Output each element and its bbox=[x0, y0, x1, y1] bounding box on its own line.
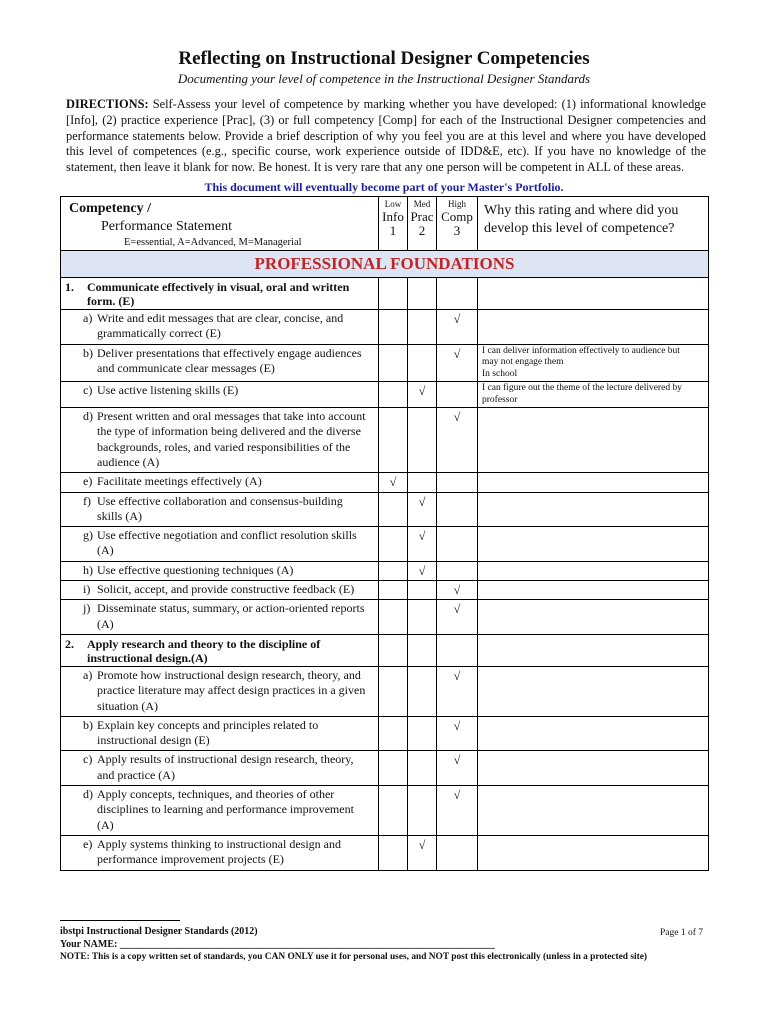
rating-comment[interactable] bbox=[478, 666, 709, 716]
competency-title: Apply research and theory to the discipline of bbox=[87, 636, 321, 651]
performance-statement bbox=[61, 786, 379, 836]
performance-row bbox=[61, 527, 709, 562]
statement-text: (A) bbox=[97, 543, 114, 558]
performance-row bbox=[61, 382, 709, 408]
statement-line bbox=[83, 509, 374, 524]
statement-text: Apply results of instructional design research, theory, bbox=[97, 752, 354, 767]
statement-line bbox=[83, 617, 374, 632]
directions-text: Self-Assess your level of competence by marking whether you have developed: (1) informational knowledge [Info], (2) practice experience [Prac], (3) or full competency [Comp] for each of the Instructional Designer competencies and performance statements below. Provide a brief description of why you feel you are at this level and where you have developed this level of competences (e.g., specific course, work experience outside of IDD&E, etc). If you have no knowledge of the statement, then leave it blank for now. Be honest. It is very rare that any one person will be competent in ALL of these areas. bbox=[66, 97, 706, 175]
statement-line bbox=[83, 311, 374, 326]
rating-comment[interactable] bbox=[478, 835, 709, 870]
statement-line bbox=[83, 837, 374, 852]
statement-text: Facilitate meetings effectively (A) bbox=[97, 474, 262, 489]
page-title: Reflecting on Instructional Designer Competencies bbox=[178, 48, 590, 69]
rating-cell-2[interactable] bbox=[408, 344, 437, 382]
level-number: 3 bbox=[453, 223, 461, 238]
item-label bbox=[83, 440, 97, 455]
rating-cell-1[interactable] bbox=[379, 835, 408, 870]
statement-line bbox=[83, 361, 374, 376]
footer-rule bbox=[60, 920, 180, 921]
rating-cell-3[interactable] bbox=[437, 382, 478, 408]
item-label: a) bbox=[83, 311, 93, 325]
portfolio-note: This document will eventually become part of your Master's Portfolio. bbox=[204, 180, 564, 194]
check-mark-icon: √ bbox=[453, 718, 461, 733]
statement-line bbox=[83, 409, 374, 424]
rating-cell-1[interactable] bbox=[379, 581, 408, 600]
rating-cell-3[interactable] bbox=[437, 344, 478, 382]
check-mark-icon: √ bbox=[453, 788, 461, 803]
statement-text: Apply concepts, techniques, and theories of other bbox=[97, 787, 335, 802]
statement-line bbox=[83, 474, 374, 489]
name-line: Your NAME: ___________________________________________________________________________ bbox=[60, 939, 495, 950]
item-label: a) bbox=[83, 667, 93, 682]
check-mark-icon: √ bbox=[418, 529, 426, 544]
rating-cell-1[interactable] bbox=[379, 492, 408, 527]
statement-line bbox=[83, 383, 374, 398]
comment-line: may not engage them bbox=[482, 357, 564, 368]
empty-cell bbox=[379, 278, 408, 310]
rating-cell-2[interactable] bbox=[408, 786, 437, 836]
statement-text: and communicate clear messages (E) bbox=[97, 360, 275, 375]
item-label bbox=[83, 818, 97, 833]
competency-title-cell bbox=[61, 278, 379, 310]
directions-paragraph bbox=[66, 97, 706, 176]
statement-text: Use effective questioning techniques (A) bbox=[97, 562, 294, 577]
comment-line: I can figure out the theme of the lecture delivered by bbox=[482, 383, 682, 394]
indent-spacer bbox=[65, 294, 87, 308]
page-number: Page 1 of 7 bbox=[660, 928, 704, 938]
statement-text: performance improvement projects (E) bbox=[97, 852, 284, 867]
item-label bbox=[83, 768, 97, 783]
rating-cell-3[interactable] bbox=[437, 310, 478, 345]
empty-cell bbox=[408, 634, 437, 666]
item-label: c) bbox=[83, 752, 93, 767]
statement-text: Explain key concepts and principles related to bbox=[97, 717, 319, 732]
item-label: h) bbox=[83, 562, 93, 577]
performance-row bbox=[61, 835, 709, 870]
competency-title-line bbox=[65, 651, 374, 665]
comment-line: professor bbox=[482, 394, 518, 405]
statement-text: and practice (A) bbox=[97, 767, 175, 782]
statement-line bbox=[83, 668, 374, 683]
performance-row bbox=[61, 786, 709, 836]
item-label: g) bbox=[83, 528, 93, 543]
item-label: e) bbox=[83, 836, 93, 851]
performance-row bbox=[61, 344, 709, 382]
rating-comment[interactable] bbox=[478, 344, 709, 382]
statement-text: (A) bbox=[97, 817, 114, 832]
page-subtitle: Documenting your level of competence in the Instructional Designer Standards bbox=[177, 71, 591, 86]
level-name: Info bbox=[382, 209, 404, 224]
competency-number: 2. bbox=[65, 636, 74, 651]
rating-comment[interactable] bbox=[478, 786, 709, 836]
check-mark-icon: √ bbox=[453, 410, 461, 425]
check-mark-icon: √ bbox=[453, 346, 461, 361]
performance-statement bbox=[61, 600, 379, 635]
statement-text: backgrounds, roles, and varied responsibilities of the bbox=[97, 439, 351, 454]
rating-cell-3[interactable] bbox=[437, 408, 478, 473]
check-mark-icon: √ bbox=[389, 475, 397, 490]
statement-line bbox=[83, 424, 374, 439]
statement-line bbox=[83, 326, 374, 341]
competency-table bbox=[60, 196, 709, 871]
table-header-row bbox=[61, 197, 709, 251]
performance-row bbox=[61, 581, 709, 600]
statement-line bbox=[83, 818, 374, 833]
rating-cell-1[interactable] bbox=[379, 716, 408, 751]
statement-text: Solicit, accept, and provide constructive feedback (E) bbox=[97, 582, 355, 597]
statement-text: Use effective collaboration and consensus-building bbox=[97, 493, 343, 508]
performance-statement bbox=[61, 527, 379, 562]
item-label: i) bbox=[83, 582, 91, 597]
level-number: 2 bbox=[418, 223, 426, 238]
performance-statement bbox=[61, 561, 379, 580]
competency-row bbox=[61, 634, 709, 666]
copyright-note: NOTE: This is a copy written set of standards, you CAN ONLY use it for personal uses, and NOT post this electronically (unless in a protected site) bbox=[60, 952, 648, 962]
statement-line bbox=[83, 528, 374, 543]
rating-cell-1[interactable] bbox=[379, 751, 408, 786]
statement-text: audience (A) bbox=[97, 454, 160, 469]
performance-statement bbox=[61, 492, 379, 527]
statement-line bbox=[83, 752, 374, 767]
rating-cell-1[interactable] bbox=[379, 786, 408, 836]
rating-cell-3[interactable] bbox=[437, 716, 478, 751]
rating-legend: E=essential, A=Advanced, M=Managerial bbox=[124, 237, 302, 248]
statement-line bbox=[83, 699, 374, 714]
item-label bbox=[83, 543, 97, 558]
rating-cell-2[interactable] bbox=[408, 600, 437, 635]
check-mark-icon: √ bbox=[418, 837, 426, 852]
comment-line: In school bbox=[482, 368, 518, 379]
statement-text: (A) bbox=[97, 616, 114, 631]
statement-line bbox=[83, 683, 374, 698]
competency-title-line bbox=[65, 294, 374, 308]
competency-title-line bbox=[65, 637, 374, 651]
competency-title-cont: form. (E) bbox=[87, 294, 135, 308]
performance-statement bbox=[61, 751, 379, 786]
empty-cell bbox=[478, 634, 709, 666]
rating-cell-2[interactable] bbox=[408, 561, 437, 580]
item-label bbox=[83, 361, 97, 376]
section-row bbox=[61, 251, 709, 278]
competency-title: Communicate effectively in visual, oral and written bbox=[87, 280, 350, 294]
item-label bbox=[83, 733, 97, 748]
item-label bbox=[83, 617, 97, 632]
statement-text: Promote how instructional design research, theory, and bbox=[97, 667, 361, 682]
rating-cell-3[interactable] bbox=[437, 835, 478, 870]
rating-cell-3[interactable] bbox=[437, 666, 478, 716]
level-header-info bbox=[379, 197, 408, 251]
performance-row bbox=[61, 408, 709, 473]
rating-comment[interactable] bbox=[478, 527, 709, 562]
competency-header: Competency / bbox=[69, 201, 152, 216]
indent-spacer bbox=[65, 651, 87, 665]
performance-row bbox=[61, 561, 709, 580]
check-mark-icon: √ bbox=[453, 668, 461, 683]
performance-statement bbox=[61, 835, 379, 870]
rating-comment[interactable] bbox=[478, 310, 709, 345]
performance-statement bbox=[61, 666, 379, 716]
statement-text: skills (A) bbox=[97, 508, 142, 523]
statement-text: instructional design (E) bbox=[97, 733, 210, 748]
rating-cell-1[interactable] bbox=[379, 473, 408, 492]
rating-cell-3[interactable] bbox=[437, 751, 478, 786]
statement-line bbox=[83, 787, 374, 802]
check-mark-icon: √ bbox=[418, 494, 426, 509]
performance-row bbox=[61, 310, 709, 345]
rating-cell-2[interactable] bbox=[408, 492, 437, 527]
check-mark-icon: √ bbox=[418, 563, 426, 578]
statement-line bbox=[83, 346, 374, 361]
rating-comment[interactable] bbox=[478, 600, 709, 635]
statement-text: grammatically correct (E) bbox=[97, 326, 221, 341]
item-label: j) bbox=[83, 601, 91, 616]
rating-cell-1[interactable] bbox=[379, 310, 408, 345]
empty-cell bbox=[408, 278, 437, 310]
rating-cell-2[interactable] bbox=[408, 751, 437, 786]
statement-text: practice literature may affect design practices in a given bbox=[97, 683, 366, 698]
statement-text: Use effective negotiation and conflict resolution skills bbox=[97, 528, 357, 543]
competency-title-line bbox=[65, 280, 374, 294]
rating-cell-3[interactable] bbox=[437, 581, 478, 600]
rating-comment[interactable] bbox=[478, 473, 709, 492]
level-header-comp bbox=[437, 197, 478, 251]
why-header: Why this rating and where did you develop this level of competence? bbox=[478, 197, 709, 251]
rating-cell-2[interactable] bbox=[408, 716, 437, 751]
rating-cell-1[interactable] bbox=[379, 561, 408, 580]
rating-comment[interactable] bbox=[478, 581, 709, 600]
rating-cell-2[interactable] bbox=[408, 835, 437, 870]
empty-cell bbox=[379, 634, 408, 666]
check-mark-icon: √ bbox=[453, 583, 461, 598]
performance-row bbox=[61, 600, 709, 635]
performance-statement bbox=[61, 382, 379, 408]
item-label bbox=[83, 424, 97, 439]
rating-cell-3[interactable] bbox=[437, 600, 478, 635]
statement-text: Use active listening skills (E) bbox=[97, 383, 239, 398]
performance-row bbox=[61, 666, 709, 716]
rating-cell-2[interactable] bbox=[408, 310, 437, 345]
rating-comment[interactable] bbox=[478, 492, 709, 527]
item-label bbox=[83, 699, 97, 714]
performance-row bbox=[61, 492, 709, 527]
statement-line bbox=[83, 543, 374, 558]
check-mark-icon: √ bbox=[418, 384, 426, 399]
performance-statement bbox=[61, 408, 379, 473]
rating-comment[interactable] bbox=[478, 561, 709, 580]
performance-statement bbox=[61, 344, 379, 382]
item-label: e) bbox=[83, 474, 93, 489]
rating-cell-2[interactable] bbox=[408, 581, 437, 600]
rating-cell-3[interactable] bbox=[437, 786, 478, 836]
statement-line bbox=[83, 601, 374, 616]
statement-line bbox=[83, 802, 374, 817]
performance-statement bbox=[61, 473, 379, 492]
item-label: b) bbox=[83, 345, 93, 360]
statement-line bbox=[83, 494, 374, 509]
check-mark-icon: √ bbox=[453, 602, 461, 617]
rating-cell-1[interactable] bbox=[379, 382, 408, 408]
rating-cell-2[interactable] bbox=[408, 408, 437, 473]
level-name: Prac bbox=[410, 209, 434, 224]
rating-cell-2[interactable] bbox=[408, 666, 437, 716]
competency-title-cont: instructional design.(A) bbox=[87, 650, 208, 665]
level-name: Comp bbox=[441, 209, 473, 224]
statement-line bbox=[83, 455, 374, 470]
performance-row bbox=[61, 716, 709, 751]
performance-header: Performance Statement bbox=[101, 219, 233, 234]
rating-cell-2[interactable] bbox=[408, 527, 437, 562]
item-label bbox=[83, 852, 97, 867]
rating-cell-1[interactable] bbox=[379, 408, 408, 473]
statement-line bbox=[83, 768, 374, 783]
rating-cell-1[interactable] bbox=[379, 666, 408, 716]
item-label bbox=[83, 326, 97, 341]
rating-cell-3[interactable] bbox=[437, 492, 478, 527]
rating-comment[interactable] bbox=[478, 716, 709, 751]
statement-line bbox=[83, 582, 374, 597]
statement-text: situation (A) bbox=[97, 698, 158, 713]
statement-text: Disseminate status, summary, or action-oriented reports bbox=[97, 601, 365, 616]
statement-text: Deliver presentations that effectively engage audiences bbox=[97, 345, 362, 360]
rating-cell-3[interactable] bbox=[437, 561, 478, 580]
competency-number: 1. bbox=[65, 280, 74, 294]
level-number: 1 bbox=[389, 223, 397, 238]
competency-header-cell bbox=[61, 197, 379, 251]
statement-text: Present written and oral messages that take into account bbox=[97, 409, 366, 424]
rating-cell-2[interactable] bbox=[408, 382, 437, 408]
level-tier: Low bbox=[384, 199, 402, 209]
performance-statement bbox=[61, 581, 379, 600]
performance-row bbox=[61, 473, 709, 492]
section-title: PROFESSIONAL FOUNDATIONS bbox=[61, 251, 709, 278]
statement-text: disciplines to learning and performance improvement bbox=[97, 802, 354, 817]
item-label bbox=[83, 455, 97, 470]
rating-cell-3[interactable] bbox=[437, 473, 478, 492]
rating-comment[interactable] bbox=[478, 382, 709, 408]
check-mark-icon: √ bbox=[453, 312, 461, 326]
level-tier: Med bbox=[413, 199, 431, 209]
statement-text: Apply systems thinking to instructional design and bbox=[97, 836, 341, 851]
rating-comment[interactable] bbox=[478, 751, 709, 786]
rating-comment[interactable] bbox=[478, 408, 709, 473]
item-label: c) bbox=[83, 383, 93, 398]
performance-statement bbox=[61, 716, 379, 751]
statement-line bbox=[83, 733, 374, 748]
statement-line bbox=[83, 563, 374, 578]
rating-cell-1[interactable] bbox=[379, 527, 408, 562]
statement-text: the type of information being delivered and the diverse bbox=[97, 424, 361, 439]
check-mark-icon: √ bbox=[453, 753, 461, 768]
level-header-prac bbox=[408, 197, 437, 251]
item-label bbox=[83, 683, 97, 698]
rating-cell-3[interactable] bbox=[437, 527, 478, 562]
empty-cell bbox=[478, 278, 709, 310]
performance-row bbox=[61, 751, 709, 786]
item-label: d) bbox=[83, 409, 93, 424]
empty-cell bbox=[437, 634, 478, 666]
item-label bbox=[83, 802, 97, 817]
comment-line: I can deliver information effectively to audience but bbox=[482, 345, 680, 356]
statement-line bbox=[83, 440, 374, 455]
footer-standards: ibstpi Instructional Designer Standards (2012) bbox=[60, 926, 258, 937]
competency-title-cell bbox=[61, 634, 379, 666]
statement-line bbox=[83, 718, 374, 733]
statement-line bbox=[83, 852, 374, 867]
performance-statement bbox=[61, 310, 379, 345]
empty-cell bbox=[437, 278, 478, 310]
rating-cell-1[interactable] bbox=[379, 344, 408, 382]
competency-row bbox=[61, 278, 709, 310]
item-label bbox=[83, 509, 97, 524]
level-tier: High bbox=[448, 199, 466, 209]
rating-cell-1[interactable] bbox=[379, 600, 408, 635]
item-label: f) bbox=[83, 493, 91, 508]
item-label: d) bbox=[83, 787, 93, 802]
directions-label: DIRECTIONS: bbox=[66, 97, 149, 111]
statement-text: Write and edit messages that are clear, concise, and bbox=[97, 311, 344, 325]
rating-cell-2[interactable] bbox=[408, 473, 437, 492]
item-label: b) bbox=[83, 717, 93, 732]
